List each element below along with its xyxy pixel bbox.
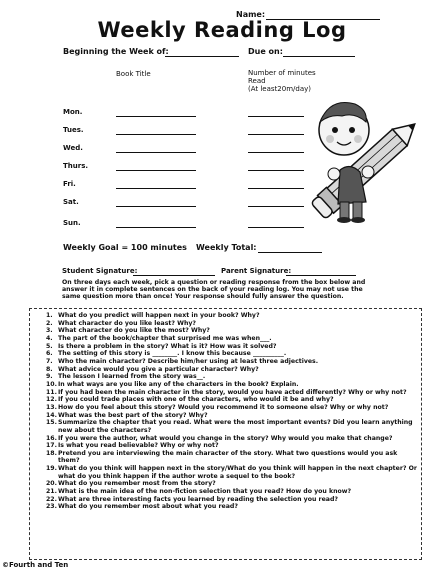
book-title-line[interactable] bbox=[116, 206, 196, 207]
student-signature-line[interactable] bbox=[133, 275, 215, 276]
minutes-line[interactable] bbox=[248, 134, 304, 135]
question-number: 13. bbox=[46, 403, 57, 411]
question-text: If you had been the main character in the story, would you have acted differently? Why or why not? bbox=[58, 388, 407, 396]
question-text: What do you predict will happen next in your book? Why? bbox=[58, 312, 260, 319]
beginning-week-label: Beginning the Week of: bbox=[63, 47, 169, 56]
book-title-line[interactable] bbox=[116, 134, 196, 135]
question-text: If you were the author, what would you change in the story? Why would you make that change? bbox=[58, 434, 393, 442]
page-title: Weekly Reading Log bbox=[97, 18, 347, 42]
question-text: The setting of this story is ________. I know this because __________. bbox=[58, 350, 287, 358]
question-text: In what ways are you like any of the characters in the book? Explain. bbox=[58, 380, 299, 388]
question-text: What do you think will happen next in the story/What do you think will happen in the next chapter? Or what do you think happen if the author wrote a sequel to the book? bbox=[58, 465, 417, 480]
question-number: 6. bbox=[46, 350, 53, 358]
question-number: 22. bbox=[46, 495, 57, 503]
minutes-line[interactable] bbox=[248, 206, 304, 207]
question-text: The lesson I learned from the story was__. bbox=[58, 373, 206, 381]
question-item bbox=[46, 450, 418, 465]
question-item bbox=[46, 358, 418, 366]
day-label: Fri. bbox=[63, 180, 76, 188]
question-number: 11. bbox=[46, 388, 57, 396]
question-item bbox=[46, 381, 418, 389]
minutes-line[interactable] bbox=[248, 152, 304, 153]
question-item bbox=[46, 419, 418, 434]
question-text: What character do you like least? Why? bbox=[58, 319, 196, 327]
day-label: Tues. bbox=[63, 126, 84, 134]
question-item bbox=[46, 373, 418, 381]
name-label: Name: bbox=[236, 10, 266, 19]
question-item bbox=[46, 503, 418, 511]
question-text: What is the main idea of the non-fiction selection that you read? How do you know? bbox=[58, 488, 352, 496]
book-title-header: Book Title bbox=[116, 70, 151, 78]
minutes-line[interactable] bbox=[248, 227, 304, 228]
question-item bbox=[46, 320, 418, 328]
parent-signature-line[interactable] bbox=[286, 275, 356, 276]
question-item bbox=[46, 312, 418, 320]
question-text: What do you remember most from the story? bbox=[58, 480, 216, 488]
book-title-line[interactable] bbox=[116, 116, 196, 117]
question-number: 23. bbox=[46, 503, 57, 511]
question-item bbox=[46, 404, 418, 412]
book-title-line[interactable] bbox=[116, 152, 196, 153]
day-label: Mon. bbox=[63, 108, 83, 116]
question-item bbox=[46, 327, 418, 335]
question-number: 21. bbox=[46, 488, 57, 496]
minutes-header-line1: Number of minutes bbox=[248, 69, 316, 77]
minutes-header-line3: (At least20m/day) bbox=[248, 85, 311, 93]
question-item bbox=[46, 350, 418, 358]
weekly-total-line[interactable] bbox=[258, 252, 322, 253]
minutes-line[interactable] bbox=[248, 170, 304, 171]
beginning-week-line[interactable] bbox=[165, 56, 239, 57]
weekly-goal: Weekly Goal = 100 minutes bbox=[63, 243, 187, 252]
due-label: Due on: bbox=[248, 47, 283, 56]
question-item bbox=[46, 480, 418, 488]
question-number: 15. bbox=[46, 419, 57, 427]
questions-list bbox=[46, 312, 418, 511]
day-label: Sat. bbox=[63, 198, 79, 206]
day-label: Thurs. bbox=[63, 162, 89, 170]
question-number: 18. bbox=[46, 449, 57, 457]
question-text: What was the best part of the story? Why? bbox=[58, 411, 208, 419]
question-text: What character do you like the most? Why? bbox=[58, 327, 210, 335]
question-text: Is what you read believable? Why or why not? bbox=[58, 442, 219, 450]
question-number: 1. bbox=[46, 312, 53, 319]
question-item bbox=[46, 488, 418, 496]
question-text: What are three interesting facts you learned by reading the selection you read? bbox=[58, 495, 338, 503]
question-item bbox=[46, 465, 418, 480]
book-title-line[interactable] bbox=[116, 227, 196, 228]
question-item bbox=[46, 389, 418, 397]
question-number: 20. bbox=[46, 480, 57, 488]
question-number: 3. bbox=[46, 327, 53, 335]
question-text: What do you remember most about what you read? bbox=[58, 503, 238, 511]
parent-signature-label: Parent Signature: bbox=[221, 267, 292, 275]
question-text: Is there a problem in the story? What is it? How was it solved? bbox=[58, 342, 277, 350]
question-item bbox=[46, 496, 418, 504]
question-number: 8. bbox=[46, 365, 53, 373]
day-label: Wed. bbox=[63, 144, 83, 152]
question-text: Pretend you are interviewing the main character of the story. What two questions would you ask them? bbox=[58, 449, 398, 465]
book-title-line[interactable] bbox=[116, 188, 196, 189]
day-label: Sun. bbox=[63, 219, 81, 227]
question-item bbox=[46, 412, 418, 420]
question-text: Who the main character? Describe him/her using at least three adjectives. bbox=[58, 357, 319, 365]
question-item bbox=[46, 442, 418, 450]
question-text: What advice would you give a particular character? Why? bbox=[58, 365, 259, 373]
minutes-line[interactable] bbox=[248, 116, 304, 117]
question-number: 7. bbox=[46, 357, 53, 365]
question-text: How do you feel about this story? Would you recommend it to someone else? Why or why not? bbox=[58, 403, 389, 411]
weekly-total-label: Weekly Total: bbox=[196, 243, 257, 252]
question-number: 9. bbox=[46, 373, 53, 381]
question-item bbox=[46, 396, 418, 404]
student-signature-label: Student Signature: bbox=[62, 267, 138, 275]
question-number: 14. bbox=[46, 411, 57, 419]
question-number: 19. bbox=[46, 465, 57, 473]
instructions: On three days each week, pick a question or reading response from the box below and answer it in complete sentences on the back of your reading log. You may not use the same question more than once! Your response should fully answer the question. bbox=[62, 279, 366, 301]
minutes-header-line2: Read bbox=[248, 77, 266, 85]
question-number: 2. bbox=[46, 319, 53, 327]
due-line[interactable] bbox=[283, 56, 355, 57]
question-item bbox=[46, 335, 418, 343]
question-text: Summarize the chapter that you read. What were the most important events? Did you learn anything new about the characters? bbox=[58, 419, 413, 434]
question-item bbox=[46, 366, 418, 374]
question-number: 5. bbox=[46, 342, 53, 350]
question-item bbox=[46, 435, 418, 443]
minutes-header bbox=[248, 69, 316, 93]
question-item bbox=[46, 343, 418, 351]
question-number: 10. bbox=[46, 380, 57, 388]
question-number: 16. bbox=[46, 434, 57, 442]
book-title-line[interactable] bbox=[116, 170, 196, 171]
minutes-line[interactable] bbox=[248, 188, 304, 189]
boy-with-pencil-illustration bbox=[300, 92, 440, 232]
question-text: If you could trade places with one of the characters, who would it be and why? bbox=[58, 396, 334, 404]
question-number: 4. bbox=[46, 334, 53, 342]
question-number: 17. bbox=[46, 442, 57, 450]
question-number: 12. bbox=[46, 396, 57, 404]
question-text: The part of the book/chapter that surprised me was when___. bbox=[58, 334, 272, 342]
copyright-footer: ©Fourth and Ten bbox=[2, 561, 69, 569]
